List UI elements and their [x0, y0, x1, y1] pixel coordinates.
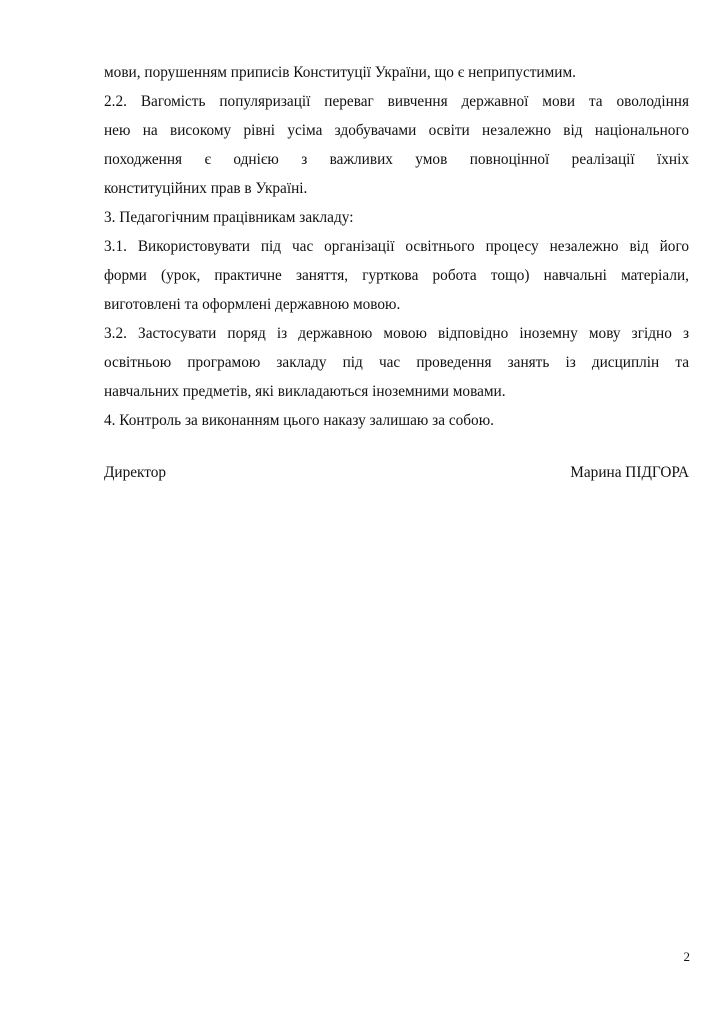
- text-line: 3. Педагогічним працівникам закладу:: [104, 209, 354, 226]
- text-line: 2.2. Вагомість популяризації переваг вивчення державної мови та оволодіння: [104, 93, 689, 110]
- text-line: нею на високому рівні усіма здобувачами освіти незалежно від національного: [104, 122, 689, 139]
- text-line: освітньою програмою закладу під час проведення занять із дисциплін та: [104, 354, 689, 371]
- page-number: 2: [683, 949, 690, 964]
- spacer: [104, 435, 689, 458]
- document-body: [104, 58, 689, 487]
- text-line: навчальних предметів, які викладаються іноземними мовами.: [104, 383, 506, 400]
- text-line: походження є однією з важливих умов повноцінної реалізації їхніх: [104, 151, 689, 168]
- text-line: виготовлені та оформлені державною мовою.: [104, 296, 401, 313]
- signer-name: Марина ПІДГОРА: [570, 464, 689, 481]
- text-line: 4. Контроль за виконанням цього наказу залишаю за собою.: [104, 412, 494, 429]
- signature-block: [104, 458, 689, 487]
- text-line: 3.2. Застосувати поряд із державною мовою відповідно іноземну мову згідно з: [104, 325, 689, 342]
- text-line: форми (урок, практичне заняття, гурткова робота тощо) навчальні матеріали,: [104, 267, 689, 284]
- text-line: конституційних прав в Україні.: [104, 180, 308, 197]
- signer-title: Директор: [104, 464, 167, 481]
- text-line: мови, порушенням приписів Конституції України, що є неприпустимим.: [104, 64, 576, 81]
- text-line: 3.1. Використовувати під час організації освітнього процесу незалежно від його: [104, 238, 689, 255]
